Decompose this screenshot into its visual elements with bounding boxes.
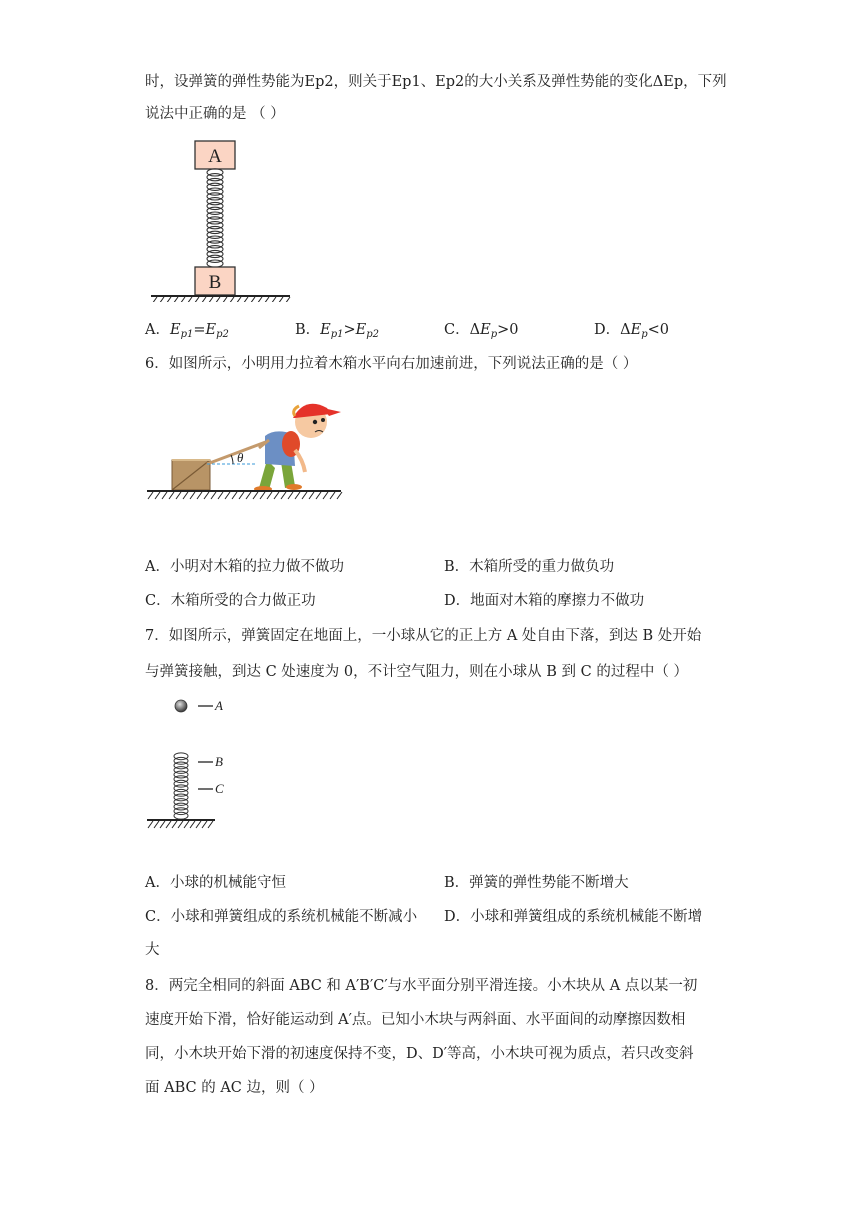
block-b-label: B bbox=[208, 272, 222, 293]
ground-hatch bbox=[148, 821, 213, 828]
hatch-mark bbox=[239, 492, 244, 499]
q5-stem-line1: 时，设弹簧的弹性势能为Ep2，则关于Ep1、Ep2的大小关系及弹性势能的变化ΔEp，下列 bbox=[145, 74, 727, 90]
ball bbox=[175, 700, 187, 712]
q7-option-d: D．小球和弹簧组成的系统机械能不断增 bbox=[444, 909, 703, 925]
hatch-mark bbox=[208, 297, 213, 302]
hatch-mark bbox=[295, 492, 300, 499]
hatch-mark bbox=[288, 492, 293, 499]
hatch-mark bbox=[215, 297, 220, 302]
hatch-mark bbox=[250, 297, 255, 302]
ball-spring-figure bbox=[145, 692, 245, 830]
hatch-mark bbox=[229, 297, 234, 302]
hatch-mark bbox=[152, 297, 157, 302]
hatch-mark bbox=[267, 492, 272, 499]
q5-option-c: C．$\Delta E_p>0$ bbox=[444, 322, 519, 340]
hatch-mark bbox=[285, 297, 290, 302]
hatch-mark bbox=[218, 492, 223, 499]
q8-line1: 8．两完全相同的斜面 ABC 和 A′B′C′与水平面分别平滑连接。小木块从 A 点以某一初 bbox=[145, 978, 698, 994]
q5-stem-line2: 说法中正确的是 （ ） bbox=[145, 106, 285, 122]
hatch-mark bbox=[169, 492, 174, 499]
angle-theta-label: θ bbox=[237, 450, 244, 465]
hatch-mark bbox=[176, 492, 181, 499]
hatch-mark bbox=[155, 492, 160, 499]
q5-option-d: D．$\Delta E_p<0$ bbox=[594, 322, 669, 340]
hatch-mark bbox=[148, 821, 153, 828]
hatch-mark bbox=[201, 297, 206, 302]
q6-stem: 6．如图所示，小明用力拉着木箱水平向右加速前进，下列说法正确的是（ ） bbox=[145, 356, 638, 372]
q6-option-b: B．木箱所受的重力做负功 bbox=[444, 559, 615, 575]
hatch-mark bbox=[178, 821, 183, 828]
hatch-mark bbox=[271, 297, 276, 302]
hatch-mark bbox=[184, 821, 189, 828]
hatch-mark bbox=[278, 297, 283, 302]
hatch-mark bbox=[172, 821, 177, 828]
hatch-mark bbox=[309, 492, 314, 499]
q6-option-c: C．木箱所受的合力做正功 bbox=[145, 593, 316, 609]
hatch-mark bbox=[190, 492, 195, 499]
hatch-mark bbox=[281, 492, 286, 499]
hatch-mark bbox=[337, 492, 342, 499]
q7-option-a: A．小球的机械能守恒 bbox=[145, 875, 286, 891]
boy-pulling-box-figure bbox=[145, 388, 345, 503]
hatch-mark bbox=[302, 492, 307, 499]
label-b: B bbox=[215, 754, 223, 769]
hatch-mark bbox=[253, 492, 258, 499]
spring-coils bbox=[207, 169, 223, 267]
q8-line3: 同，小木块开始下滑的初速度保持不变，D、D′等高，小木块可视为质点，若只改变斜 bbox=[145, 1046, 694, 1062]
hatch-mark bbox=[264, 297, 269, 302]
hatch-mark bbox=[316, 492, 321, 499]
hatch-mark bbox=[187, 297, 192, 302]
spring-coils bbox=[174, 753, 188, 819]
q8-line2: 速度开始下滑，恰好能运动到 A′点。已知小木块与两斜面、水平面间的动摩擦因数相 bbox=[145, 1012, 686, 1028]
spring-coil bbox=[174, 812, 188, 819]
hatch-mark bbox=[166, 821, 171, 828]
hatch-mark bbox=[194, 297, 199, 302]
hatch-mark bbox=[159, 297, 164, 302]
hatch-mark bbox=[196, 821, 201, 828]
hatch-mark bbox=[274, 492, 279, 499]
hatch-mark bbox=[166, 297, 171, 302]
boy-figure bbox=[254, 404, 341, 492]
q7-option-b: B．弹簧的弹性势能不断增大 bbox=[444, 875, 629, 891]
hatch-mark bbox=[211, 492, 216, 499]
hatch-mark bbox=[236, 297, 241, 302]
hatch-mark bbox=[160, 821, 165, 828]
q7-stem-line1: 7．如图所示，弹簧固定在地面上，一小球从它的正上方 A 处自由下落，到达 B 处开始 bbox=[145, 628, 702, 644]
hatch-mark bbox=[323, 492, 328, 499]
hatch-mark bbox=[208, 821, 213, 828]
hatch-mark bbox=[190, 821, 195, 828]
hatch-mark bbox=[243, 297, 248, 302]
hatch-mark bbox=[173, 297, 178, 302]
q7-stem-line2: 与弹簧接触，到达 C 处速度为 0，不计空气阻力，则在小球从 B 到 C 的过程中（ ） bbox=[145, 664, 688, 680]
hatch-mark bbox=[162, 492, 167, 499]
hatch-mark bbox=[260, 492, 265, 499]
hatch-mark bbox=[197, 492, 202, 499]
q5-option-a: A．$E_{p1}=E_{p2}$ bbox=[145, 322, 229, 340]
label-c: C bbox=[215, 781, 224, 796]
hatch-mark bbox=[225, 492, 230, 499]
hatch-mark bbox=[180, 297, 185, 302]
ground-hatch bbox=[148, 492, 342, 499]
block-a-label: A bbox=[208, 146, 222, 167]
hatch-mark bbox=[204, 492, 209, 499]
spring-coil bbox=[207, 260, 223, 267]
hatch-mark bbox=[222, 297, 227, 302]
hatch-mark bbox=[330, 492, 335, 499]
label-a: A bbox=[215, 698, 223, 713]
hatch-mark bbox=[202, 821, 207, 828]
q5-option-b: B．$E_{p1}>E_{p2}$ bbox=[295, 322, 380, 340]
q7-option-d-wrap: 大 bbox=[145, 942, 160, 958]
q6-option-d: D．地面对木箱的摩擦力不做功 bbox=[444, 593, 645, 609]
spring-blocks-figure bbox=[148, 138, 296, 302]
q8-line4: 面 ABC 的 AC 边，则（ ） bbox=[145, 1080, 324, 1096]
hatch-mark bbox=[257, 297, 262, 302]
hatch-mark bbox=[232, 492, 237, 499]
hatch-mark bbox=[154, 821, 159, 828]
ground-hatch bbox=[152, 297, 290, 302]
q6-option-a: A．小明对木箱的拉力做不做功 bbox=[145, 559, 344, 575]
hatch-mark bbox=[148, 492, 153, 499]
hatch-mark bbox=[246, 492, 251, 499]
hatch-mark bbox=[183, 492, 188, 499]
q7-option-c: C．小球和弹簧组成的系统机械能不断减小 bbox=[145, 909, 418, 925]
